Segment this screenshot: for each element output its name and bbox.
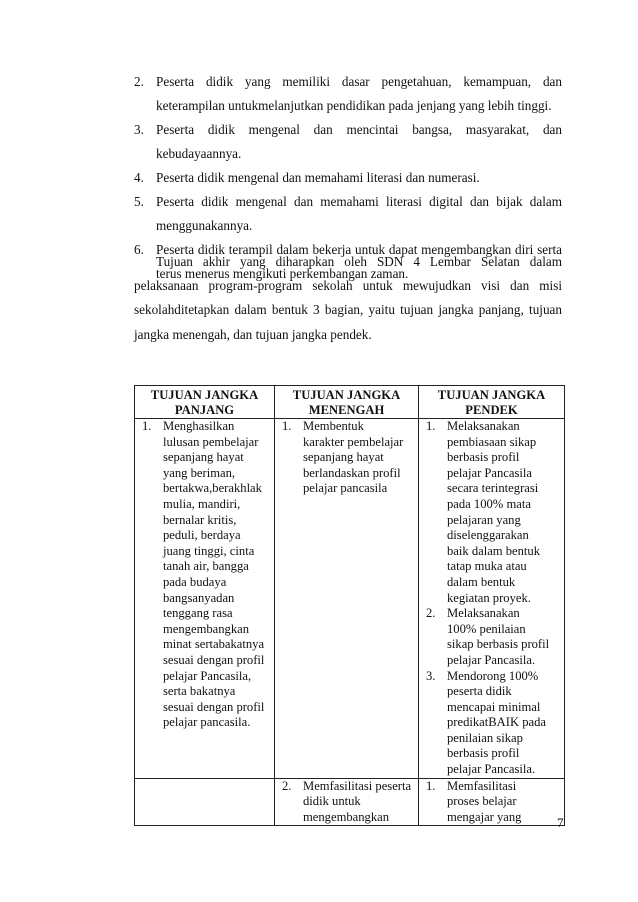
cell-text-line: pelajar pancasila. — [163, 715, 251, 730]
cell-list-item — [275, 419, 416, 497]
cell-text-line: bertakwa,berakhlak — [163, 481, 262, 496]
cell-list-number: 2. — [426, 606, 436, 621]
list-item-text: Peserta didik mengenal dan mencintai bangsa, masyarakat, dan — [156, 122, 562, 137]
cell-text-line: Menghasilkan — [163, 419, 235, 433]
cell-text-line: pelajar pancasila — [303, 481, 388, 496]
cell-text-line: Memfasilitasi peserta — [303, 778, 412, 793]
cell-text-line: predikatBAIK pada — [447, 715, 546, 730]
cell-list-item — [419, 419, 562, 606]
cell-text-line: didik untuk — [303, 794, 361, 809]
list-item-text: Peserta didik mengenal dan memahami literasi digital dan bijak dalam — [156, 194, 562, 209]
cell-text-line: sepanjang hayat — [303, 450, 384, 465]
cell-text-line: pada 100% mata — [447, 496, 531, 511]
list-item-number: 6. — [134, 242, 144, 257]
table-row — [135, 419, 565, 779]
goals-paragraph — [134, 250, 562, 347]
cell-text-line: berbasis profil — [447, 746, 520, 761]
cell-text-line: pelajar Pancasila — [447, 465, 532, 480]
list-item — [134, 118, 562, 166]
cell-text-line: Mendorong 100% — [447, 668, 539, 683]
cell-text-line: peduli, berdaya — [163, 528, 241, 543]
cell-text-line: mengembangkan — [303, 809, 390, 824]
cell-text-line: juang tinggi, cinta — [163, 543, 255, 558]
cell-text-line: mengembangkan — [163, 621, 250, 636]
cell-list-number: 3. — [426, 668, 436, 683]
list-item-number: 3. — [134, 122, 144, 137]
cell-text-line: sepanjang hayat — [163, 450, 244, 465]
cell-text-line: pembiasaan sikap — [447, 434, 537, 449]
cell-short-term — [419, 419, 565, 779]
cell-list-number: 1. — [426, 778, 436, 793]
cell-text-line: pelajar Pancasila. — [447, 652, 536, 667]
list-item-number: 2. — [134, 74, 144, 89]
list-item-text: Peserta didik terampil dalam bekerja untuk dapat mengembangkan diri serta — [156, 242, 562, 257]
cell-text-line: diselenggarakan — [447, 528, 529, 543]
cell-text-line: tenggang rasa — [163, 606, 233, 621]
cell-list-number: 1. — [142, 419, 152, 433]
cell-text-line: tanah air, bangga — [163, 559, 249, 574]
cell-text-line: serta bakatnya — [163, 684, 236, 699]
cell-text-line: Memfasilitasi — [447, 778, 517, 793]
cell-text-line: pelajaran yang — [447, 512, 521, 527]
cell-text-line: dalam bentuk — [447, 574, 516, 589]
cell-medium-term — [275, 778, 419, 826]
cell-list-number: 1. — [426, 419, 436, 433]
cell-text-line: Melaksanakan — [447, 419, 520, 433]
paragraph-line-4: jangka menengah, dan tujuan jangka pendek. — [134, 326, 372, 342]
cell-text-line: berbasis profil — [447, 450, 520, 465]
cell-text-line: tatap muka atau — [447, 559, 527, 574]
list-item-text: Peserta didik yang memiliki dasar pengetahuan, kemampuan, dan — [156, 74, 562, 89]
cell-text-line: lulusan pembelajar — [163, 434, 259, 449]
list-item-text-continued: keterampilan untukmelanjutkan pendidikan pada jenjang yang lebih tinggi. — [156, 98, 552, 113]
paragraph-line-2: pelaksanaan program-program sekolah untuk mewujudkan visi dan misi — [134, 278, 562, 294]
list-item-text-continued: terus menerus mengikuti perkembangan zaman. — [156, 266, 409, 281]
cell-list-item — [275, 779, 416, 826]
cell-list-item — [419, 779, 562, 826]
cell-text-line: bangsanyadan — [163, 590, 235, 605]
list-item-text-continued: kebudayaannya. — [156, 146, 242, 161]
cell-list-number: 1. — [282, 419, 292, 433]
cell-long-term-empty — [135, 778, 275, 826]
cell-list-item — [419, 606, 562, 668]
cell-text-line: sesuai dengan profil — [163, 699, 265, 714]
cell-text-line: 100% penilaian — [447, 621, 526, 636]
cell-text-line: baik dalam bentuk — [447, 543, 541, 558]
cell-text-line: peserta didik — [447, 684, 512, 699]
cell-list-item — [419, 669, 562, 778]
cell-text-line: Membentuk — [303, 419, 364, 433]
list-item — [134, 70, 562, 118]
goals-table — [134, 385, 565, 826]
paragraph-line-1: Tujuan akhir yang diharapkan oleh SDN 4 Lembar Selatan dalam — [156, 254, 562, 269]
header-medium-term: TUJUAN JANGKA MENENGAH — [275, 386, 419, 419]
cell-text-line: secara terintegrasi — [447, 481, 539, 496]
cell-list-number: 2. — [282, 778, 292, 793]
cell-list — [419, 419, 564, 778]
cell-text-line: sesuai dengan profil — [163, 652, 265, 667]
header-short-term: TUJUAN JANGKA PENDEK — [419, 386, 565, 419]
cell-list — [135, 419, 274, 731]
cell-text-line: kegiatan proyek. — [447, 590, 531, 605]
page-number: 7 — [557, 815, 564, 830]
cell-list — [419, 779, 564, 826]
paragraph-line-3: sekolahditetapkan dalam bentuk 3 bagian, yaitu tujuan jangka panjang, tujuan — [134, 302, 562, 318]
cell-text-line: berlandaskan profil — [303, 465, 401, 480]
cell-short-term — [419, 778, 565, 826]
cell-text-line: mulia, mandiri, — [163, 496, 241, 511]
cell-medium-term — [275, 419, 419, 779]
cell-list-item — [135, 419, 272, 731]
cell-text-line: penilaian sikap — [447, 730, 523, 745]
header-long-term: TUJUAN JANGKA PANJANG — [135, 386, 275, 419]
cell-text-line: mencapai minimal — [447, 699, 541, 714]
cell-text-line: Melaksanakan — [447, 606, 520, 621]
cell-list — [275, 779, 418, 826]
cell-text-line: pelajar Pancasila. — [447, 762, 536, 777]
list-item-text-continued: menggunakannya. — [156, 218, 253, 233]
list-item-number: 5. — [134, 194, 144, 209]
cell-text-line: bernalar kritis, — [163, 512, 237, 527]
cell-text-line: yang beriman, — [163, 465, 236, 480]
cell-list — [275, 419, 418, 497]
cell-text-line: sikap berbasis profil — [447, 637, 550, 652]
cell-text-line: karakter pembelajar — [303, 434, 404, 449]
cell-text-line: pada budaya — [163, 574, 227, 589]
cell-text-line: proses belajar — [447, 794, 517, 809]
list-item-text: Peserta didik mengenal dan memahami literasi dan numerasi. — [156, 170, 480, 185]
cell-text-line: minat sertabakatnya — [163, 637, 265, 652]
list-item — [134, 190, 562, 238]
cell-text-line: mengajar yang — [447, 809, 522, 824]
cell-text-line: pelajar Pancasila, — [163, 668, 252, 683]
cell-long-term — [135, 419, 275, 779]
table-row — [135, 778, 565, 826]
list-item-number: 4. — [134, 170, 144, 185]
list-item — [134, 166, 562, 190]
table-header-row — [135, 386, 565, 419]
